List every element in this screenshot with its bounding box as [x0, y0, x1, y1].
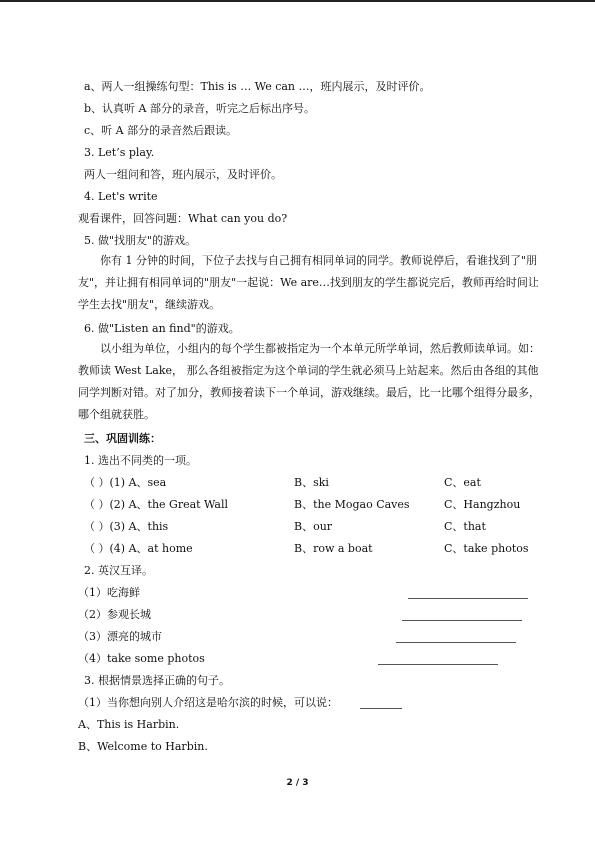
choice-c: C、that [444, 520, 486, 533]
text-line: c、听 A 部分的录音然后跟读。 [84, 124, 238, 137]
choice-row [84, 542, 544, 555]
question-title: 3. 根据情景选择正确的句子。 [84, 674, 230, 687]
choice-c: C、Hangzhou [444, 498, 521, 511]
answer-blank[interactable] [396, 642, 516, 643]
choice-a: （ ）(4) A、at home [84, 542, 193, 555]
question-title: 2. 英汉互译。 [84, 564, 153, 577]
option-b: B、Welcome to Harbin. [78, 740, 208, 753]
paragraph [78, 250, 543, 316]
top-border [0, 0, 595, 2]
option-a: A、This is Harbin. [78, 718, 180, 731]
answer-blank[interactable] [402, 620, 522, 621]
choice-a: （ ）(3) A、this [84, 520, 169, 533]
paragraph-text: 你有 1 分钟的时间，下位子去找与自己拥有相同单词的同学。教师说停后，看谁找到了"朋友"，并让拥有相同单词的"朋友"一起说：We are…找到朋友的学生都说完后，教师再给时间让学生去找"朋友"，继续游戏。 [78, 254, 539, 311]
choice-b: B、the Mogao Caves [294, 498, 410, 511]
choice-a: （ ）(2) A、the Great Wall [84, 498, 229, 511]
paragraph-text: 以小组为单位，小组内的每个学生都被指定为一个本单元所学单词，然后教师读单词。如：教师读 West Lake， 那么各组被指定为这个单词的学生就必须马上站起来。然后由各组的其他同学判断对错。对了加分，教师接着读下一个单词，游戏继续。最后，比一比哪个组得分最多，哪个组就获胜。 [78, 342, 540, 421]
text-line: 4. Let's write [84, 190, 158, 203]
choice-row [84, 476, 544, 489]
section-heading: 三、巩固训练： [84, 432, 161, 445]
choice-c: C、take photos [444, 542, 529, 555]
choice-b: B、row a boat [294, 542, 373, 555]
answer-blank[interactable] [408, 598, 528, 599]
question-title: 1. 选出不同类的一项。 [84, 454, 197, 467]
choice-b: B、ski [294, 476, 329, 489]
answer-blank[interactable] [378, 664, 498, 665]
text-line: b、认真听 A 部分的录音，听完之后标出序号。 [84, 102, 315, 115]
choice-a: （ ）(1) A、sea [84, 476, 167, 489]
translate-item: （3）漂亮的城市 [78, 630, 162, 643]
choice-row [84, 520, 544, 533]
translate-item: （1）吃海鲜 [78, 586, 140, 599]
translate-item: （4）take some photos [78, 652, 205, 665]
translate-item: （2）参观长城 [78, 608, 151, 621]
text-line: 两人一组问和答，班内展示，及时评价。 [84, 168, 282, 181]
text-line: a、两人一组操练句型：This is … We can …，班内展示，及时评价。 [84, 80, 431, 93]
choice-c: C、eat [444, 476, 481, 489]
paragraph [78, 338, 543, 426]
page-number: 2 / 3 [286, 778, 309, 788]
choice-b: B、our [294, 520, 333, 533]
answer-blank[interactable] [360, 708, 402, 709]
text-line: 5. 做"找朋友"的游戏。 [84, 234, 197, 247]
question-text: （1）当你想向别人介绍这是哈尔滨的时候，可以说： [78, 696, 338, 709]
text-line: 3. Let’s play. [84, 146, 155, 159]
choice-row [84, 498, 544, 511]
text-line: 6. 做"Listen an find"的游戏。 [84, 322, 240, 335]
text-line: 观看课件，回答问题：What can you do? [78, 212, 288, 225]
